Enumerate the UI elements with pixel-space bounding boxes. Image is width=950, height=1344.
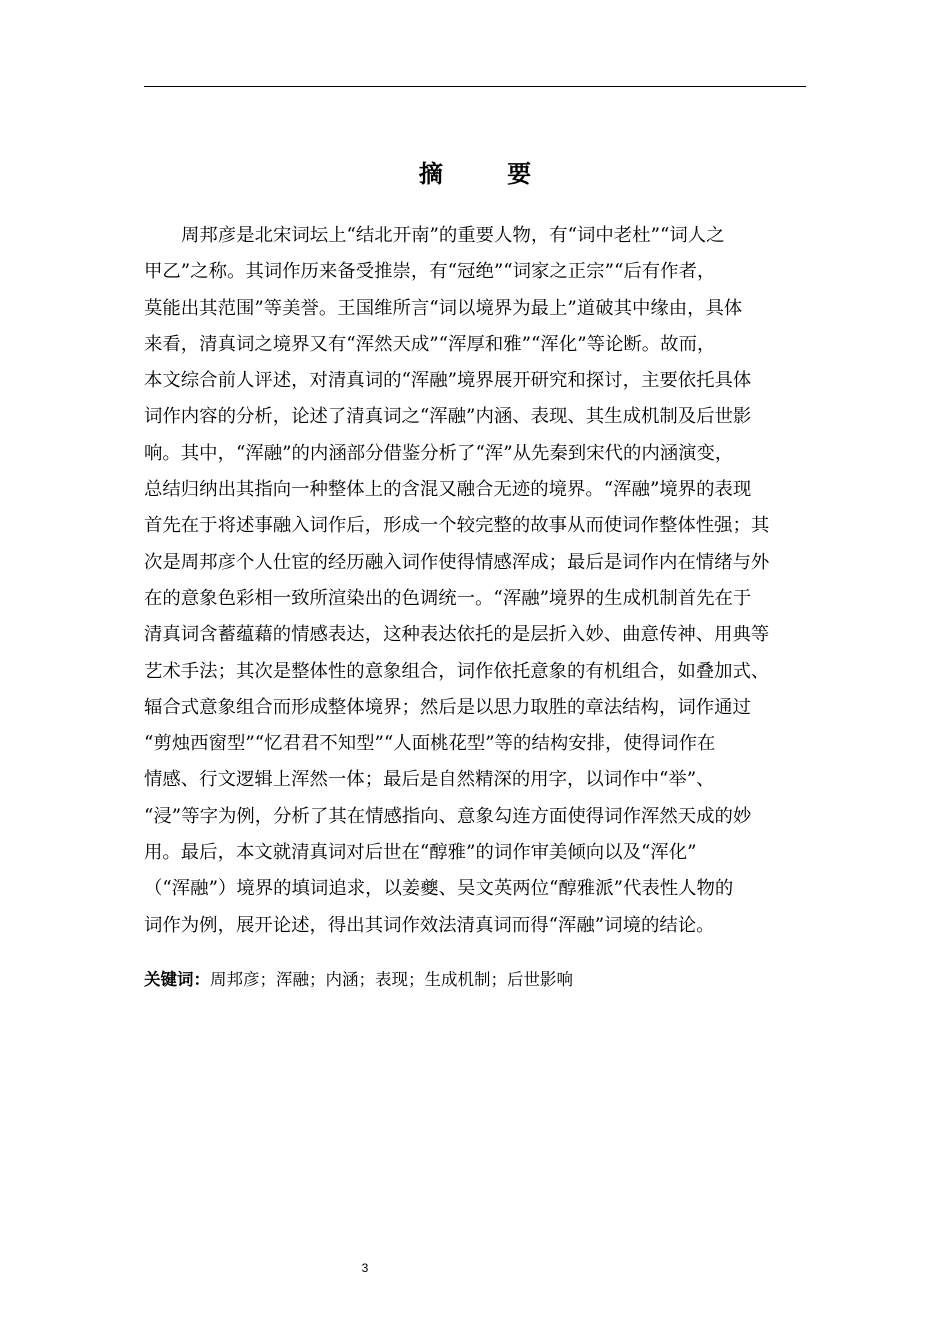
abstract-line: 首先在于将述事融入词作后，形成一个较完整的故事从而使词作整体性强；其 [144,515,770,537]
abstract-line: 词作为例，展开论述，得出其词作效法清真词而得“浑融”词境的结论。 [144,914,715,936]
abstract-line: 莫能出其范围”等美誉。王国维所言“词以境界为最上”道破其中缘由，具体 [144,297,743,319]
keywords [144,966,806,994]
abstract-line: 次是周邦彦个人仕宦的经历融入词作使得情感浑成；最后是词作内在情绪与外 [144,551,770,573]
abstract-title: 摘 要 [418,160,560,188]
page-number: 3 [361,1261,369,1275]
header-rule [144,86,806,87]
abstract-line: （“浑融”）境界的填词追求，以姜夔、吴文英两位“醇雅派”代表性人物的 [144,878,734,900]
abstract-body [144,218,806,944]
abstract-line: 清真词含蓄蕴藉的情感表达，这种表达依托的是层折入妙、曲意传神、用典等 [144,624,770,646]
abstract-line: 在的意象色彩相一致所渲染出的色调统一。“浑融”境界的生成机制首先在于 [144,587,752,609]
abstract-line: 艺术手法；其次是整体性的意象组合，词作依托意象的有机组合，如叠加式、 [144,660,770,682]
abstract-line: 辐合式意象组合而形成整体境界；然后是以思力取胜的章法结构，词作通过 [144,696,751,718]
abstract-line: 词作内容的分析，论述了清真词之“浑融”内涵、表现、其生成机制及后世影 [144,406,752,428]
abstract-line: “浸”等字为例，分析了其在情感指向、意象勾连方面使得词作浑然天成的妙 [144,805,752,827]
abstract-line: 用。最后，本文就清真词对后世在“醇雅”的词作审美倾向以及“浑化” [144,842,697,864]
abstract-line: “剪烛西窗型”“忆君君不知型”“人面桃花型”等的结构安排，使得词作在 [144,733,716,755]
abstract-line: 甲乙”之称。其词作历来备受推崇，有“冠绝”“词家之正宗”“后有作者， [144,261,716,283]
abstract-line: 总结归纳出其指向一种整体上的含混又融合无迹的境界。“浑融”境界的表现 [144,479,752,501]
abstract-line: 来看，清真词之境界又有“浑然天成”“浑厚和雅”“浑化”等论断。故而， [144,333,716,355]
abstract-line: 本文综合前人评述，对清真词的“浑融”境界展开研究和探讨，主要依托具体 [144,370,752,392]
keywords-label: 关键词： [144,970,210,989]
abstract-line: 响。其中，“浑融”的内涵部分借鉴分析了“浑”从先秦到宋代的内涵演变， [144,442,734,464]
keywords-value: 周邦彦；浑融；内涵；表现；生成机制；后世影响 [210,970,573,989]
abstract-line: 情感、行文逻辑上浑然一体；最后是自然精深的用字，以词作中“举”、 [144,769,715,791]
abstract-line: 周邦彦是北宋词坛上“结北开南”的重要人物，有“词中老杜”“词人之 [181,225,725,246]
